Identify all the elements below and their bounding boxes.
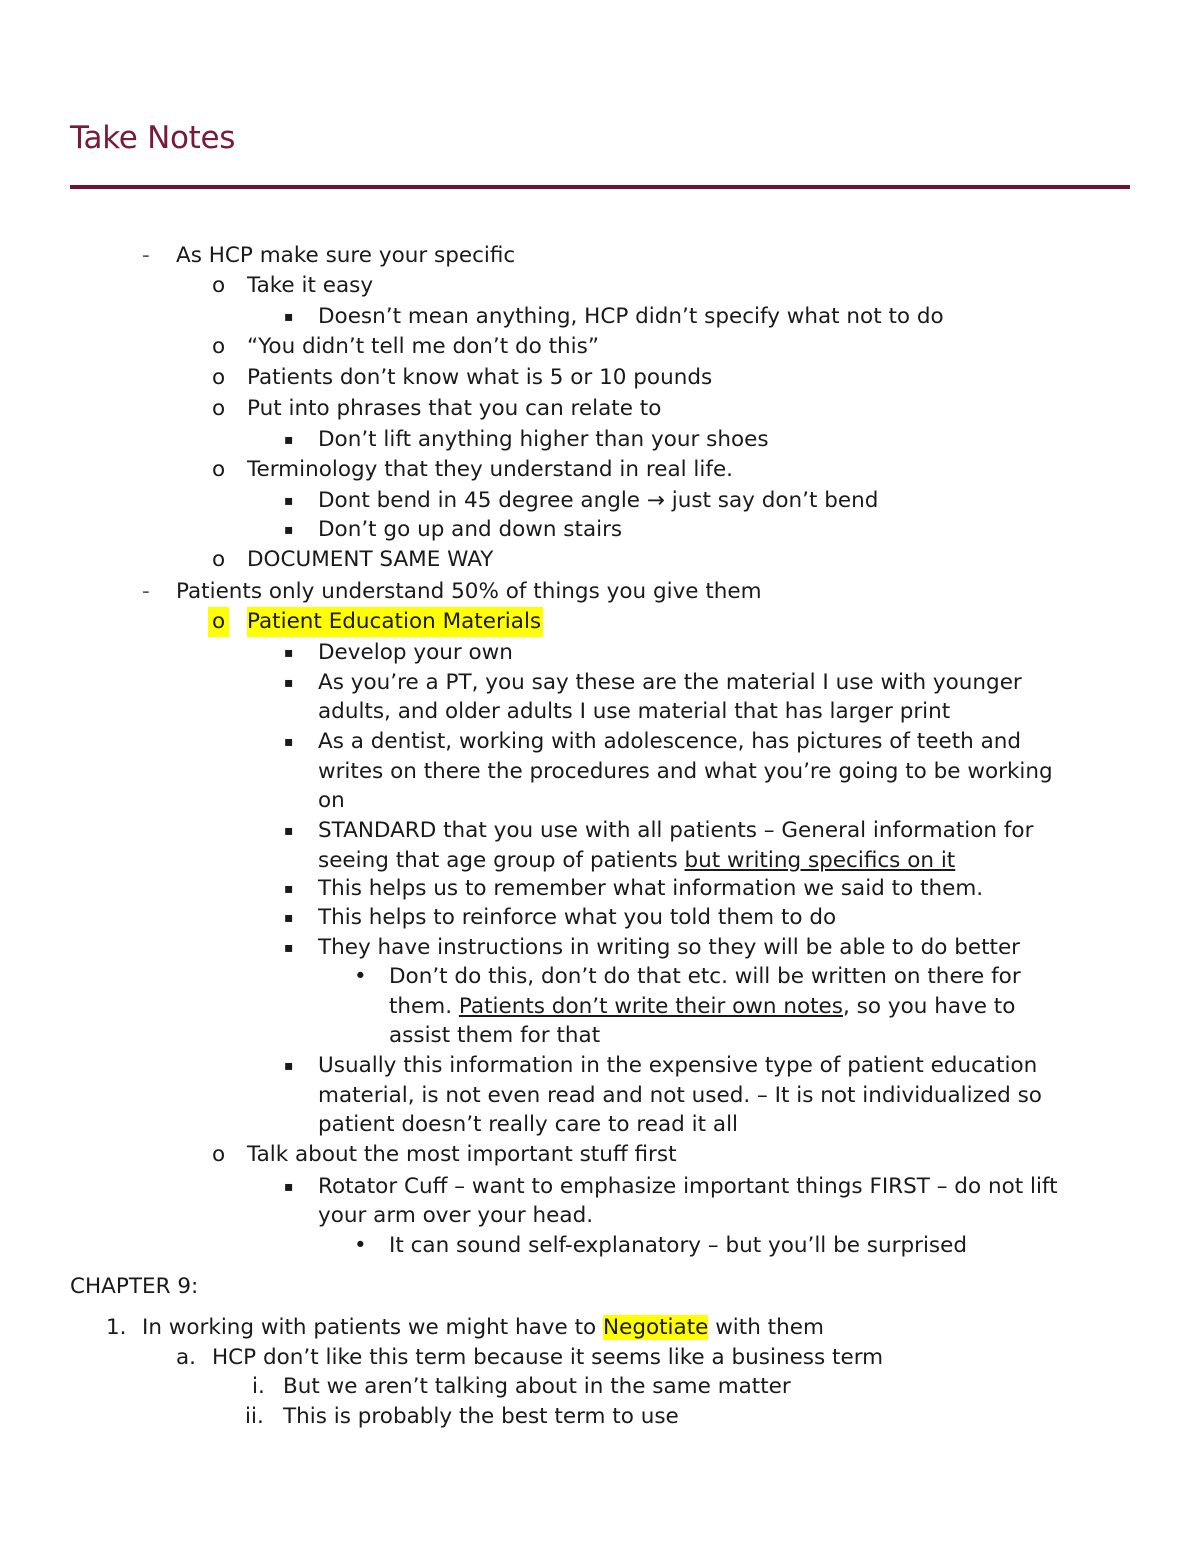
circle-marker: o [212,1142,226,1167]
square-marker: ▪ [284,1058,294,1074]
highlighted-text: Negotiate [603,1315,709,1340]
square-marker: ▪ [284,881,294,897]
list-item: Patients don’t know what is 5 or 10 pounds [247,365,713,390]
square-marker: ▪ [284,522,294,538]
list-item-continuation: material, is not even read and not used. – It is not individualized so [318,1083,1042,1108]
list-item: Don’t go up and down stairs [318,517,623,542]
text-part: seeing that age group of patients [318,848,685,873]
text-part: them. [389,994,459,1019]
list-item-continuation: writes on there the procedures and what you’re going to be working [318,759,1053,784]
underlined-text: but writing specifics on it [684,848,956,873]
list-item: Talk about the most important stuff first [247,1142,677,1167]
highlighted-heading: Patient Education Materials [247,607,543,637]
circle-marker: o [212,396,226,421]
list-item: As you’re a PT, you say these are the material I use with younger [318,670,1022,695]
circle-marker: o [212,365,226,390]
list-item: But we aren’t talking about in the same matter [283,1374,791,1399]
square-marker: ▪ [284,940,294,956]
list-item: Put into phrases that you can relate to [247,396,662,421]
list-item: Develop your own [318,640,513,665]
list-item: Patients only understand 50% of things you give them [176,579,762,604]
square-marker: ▪ [284,675,294,691]
circle-marker: o [212,273,226,298]
list-item-continuation: patient doesn’t really care to read it all [318,1112,739,1137]
list-item: This helps us to remember what information we said to them. [318,876,984,901]
list-item: STANDARD that you use with all patients – General information for [318,818,1034,843]
list-item: Terminology that they understand in real life. [247,457,734,482]
list-item: Usually this information in the expensive type of patient education [318,1053,1038,1078]
list-item: This helps to reinforce what you told them to do [318,905,837,930]
bullet-marker: • [354,1233,367,1258]
square-marker: ▪ [284,734,294,750]
list-item: As a dentist, working with adolescence, has pictures of teeth and [318,729,1022,754]
circle-marker: o [212,547,226,572]
list-item: Rotator Cuff – want to emphasize important things FIRST – do not lift [318,1174,1058,1199]
list-item-continuation: adults, and older adults I use material that has larger print [318,699,951,724]
circle-marker: o [212,334,226,359]
square-marker: ▪ [284,910,294,926]
underlined-text: Patients don’t write their own notes [458,994,843,1019]
chapter-heading: CHAPTER 9: [70,1274,199,1299]
alpha-marker: a. [176,1345,197,1370]
square-marker: ▪ [284,823,294,839]
list-item: It can sound self-explanatory – but you’ll be surprised [389,1233,968,1258]
list-item-continuation [389,992,1015,1022]
list-item: This is probably the best term to use [283,1404,679,1429]
bullet-marker: • [354,964,367,989]
page-title: Take Notes [70,120,236,156]
text-part: with them [708,1315,824,1340]
circle-marker: o [208,607,229,637]
number-marker: 1. [106,1315,127,1340]
text-part: , so you have to [843,994,1016,1019]
text-part: In working with patients we might have to [142,1315,604,1340]
dash-marker: - [142,579,150,604]
list-item-continuation [318,846,955,876]
square-marker: ▪ [284,493,294,509]
title-divider [70,185,1130,189]
roman-marker: i. [252,1374,265,1399]
list-item-continuation: your arm over your head. [318,1203,594,1228]
dash-marker: - [142,243,150,268]
list-item: “You didn’t tell me don’t do this” [247,334,599,359]
list-item: DOCUMENT SAME WAY [247,547,494,572]
list-item: Don’t do this, don’t do that etc. will be written on there for [389,964,1021,989]
square-marker: ▪ [284,309,294,325]
list-item: Dont bend in 45 degree angle → just say don’t bend [318,488,879,513]
square-marker: ▪ [284,432,294,448]
list-item: As HCP make sure your specific [176,243,516,268]
square-marker: ▪ [284,645,294,661]
list-item: Don’t lift anything higher than your shoes [318,427,769,452]
square-marker: ▪ [284,1179,294,1195]
list-item-continuation: assist them for that [389,1023,601,1048]
list-item: Doesn’t mean anything, HCP didn’t specify what not to do [318,304,944,329]
list-item [142,1313,824,1343]
roman-marker: ii. [245,1404,264,1429]
list-item: They have instructions in writing so they will be able to do better [318,935,1021,960]
list-item: HCP don’t like this term because it seems like a business term [212,1345,884,1370]
circle-marker: o [212,457,226,482]
list-item: Take it easy [247,273,374,298]
list-item-continuation: on [318,788,345,813]
